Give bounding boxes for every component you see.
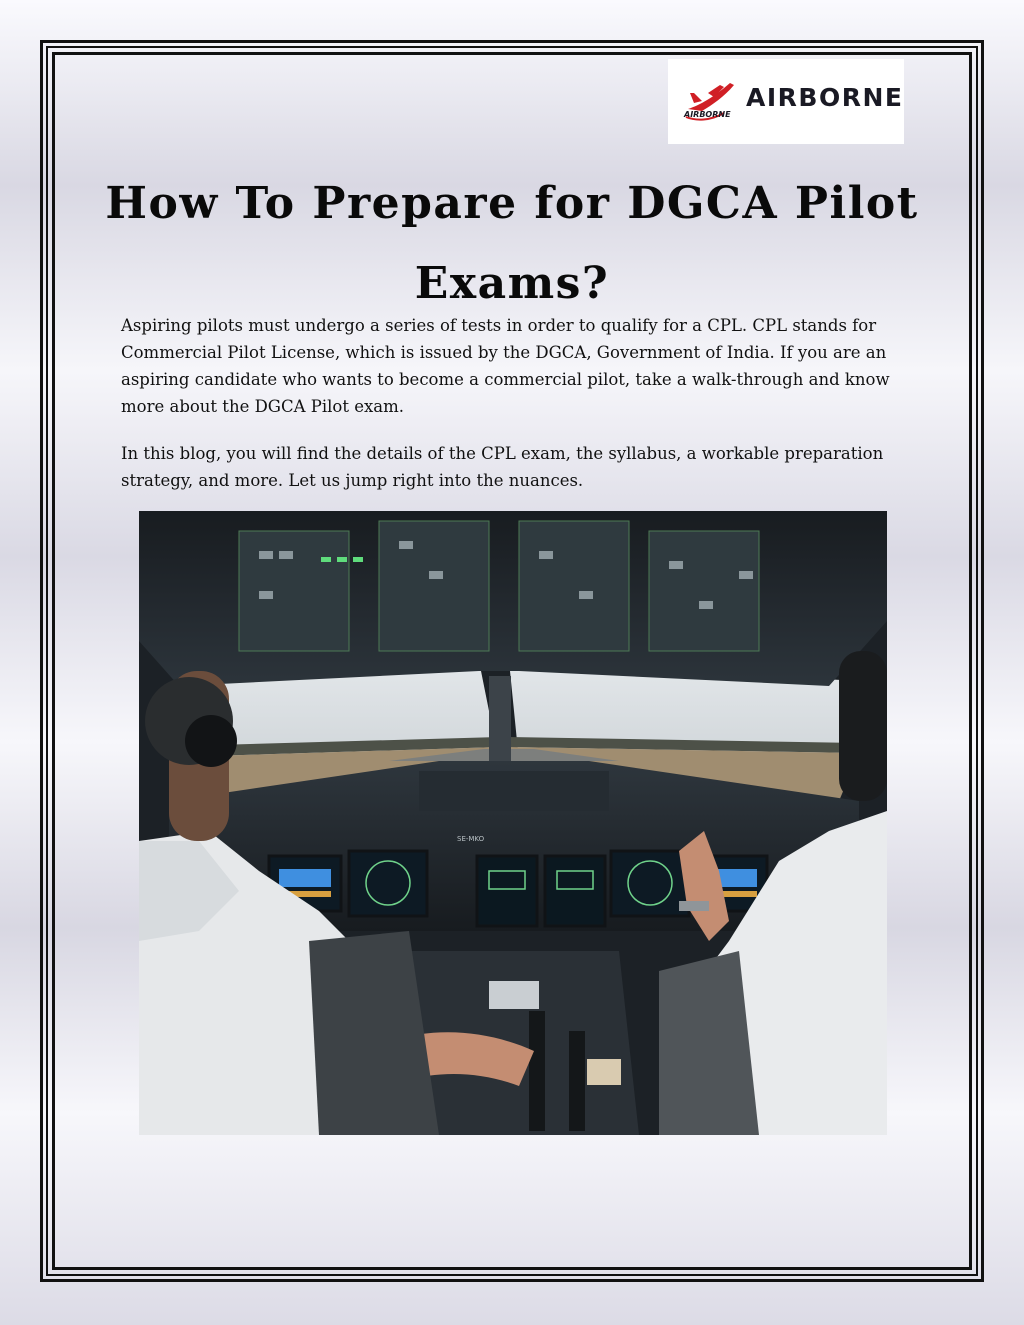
cockpit-illustration bbox=[139, 511, 887, 1135]
cockpit-photo bbox=[139, 511, 887, 1135]
intro-paragraph: Aspiring pilots must undergo a series of tests in order to qualify for a CPL. CPL stands for Commercial Pilot License, which is issued by the DGCA, Government of India. If you are an aspiring candidate who wants to become a commercial pilot, take a walk-through and know more about the DGCA Pilot exam. bbox=[121, 316, 890, 416]
page-title: How To Prepare for DGCA Pilot Exams? bbox=[105, 178, 919, 309]
cockpit-panel-label: SE-MKO bbox=[457, 835, 485, 843]
logo-wordmark: AIRBORNE bbox=[746, 83, 904, 112]
airplane-logo-icon bbox=[680, 75, 742, 129]
airborne-logo bbox=[668, 59, 904, 144]
blog-summary-paragraph: In this blog, you will find the details of the CPL exam, the syllabus, a workable preparation strategy, and more. Let us jump right into the nuances. bbox=[121, 444, 884, 490]
logo-mark-text: AIRBORNE bbox=[684, 110, 731, 119]
